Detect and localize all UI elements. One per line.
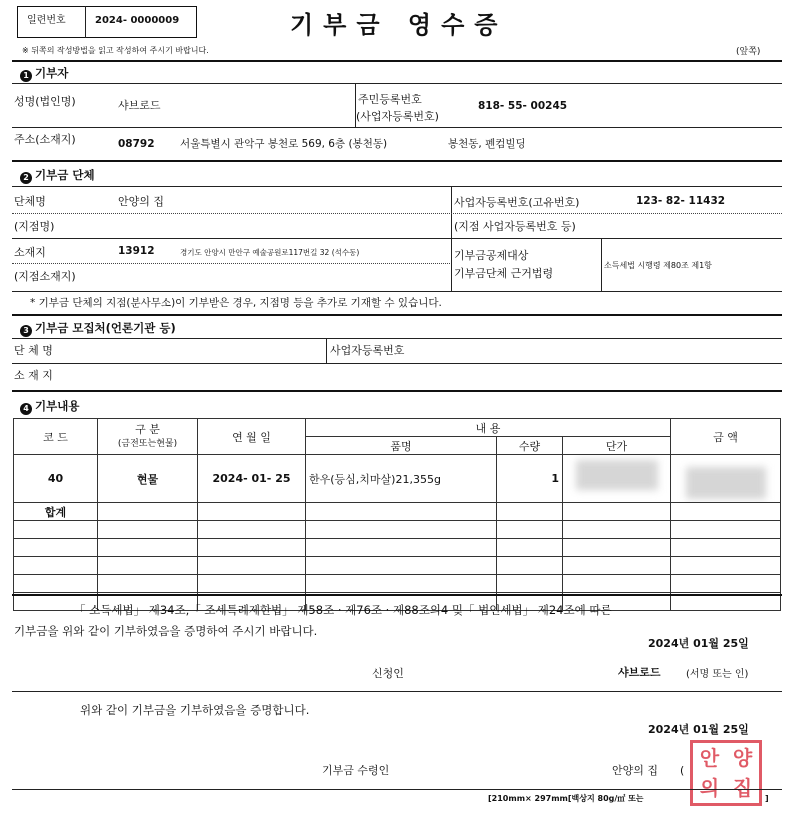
rule — [12, 160, 782, 162]
recipient-label: 기부금 수령인 — [322, 764, 390, 777]
cell-item: 한우(등심,치마살)21,355g — [306, 455, 497, 503]
donor-id-value: 818- 55- 00245 — [478, 100, 568, 112]
divider — [326, 339, 327, 363]
org-bizno-value: 123- 82- 11432 — [636, 195, 726, 207]
raiser-section-title — [20, 320, 176, 337]
col-date-header: 연 월 일 — [198, 419, 306, 455]
content-section-title — [20, 398, 79, 415]
org-basis-label-sub: 기부금단체 근거법령 — [454, 267, 554, 280]
redaction-blur — [576, 460, 658, 490]
rule — [12, 127, 782, 128]
instruction-note: ※ 뒤쪽의 작성방법을 읽고 작성하여 주시기 바랍니다. — [22, 46, 209, 55]
rule — [12, 291, 782, 292]
serial-label: 일련번호 — [27, 15, 66, 26]
org-branch-location-label: (지점소재지) — [14, 270, 76, 283]
raiser-name-label: 단 체 명 — [14, 344, 53, 357]
law-text: 「 소득세법」 제34조,「 조세특례제한법」 제58조 · 제76조 · 제88조의4 및「 법인세법」 제24조에 따른 — [74, 603, 612, 617]
cell-amount-redacted — [671, 455, 781, 503]
confirm-text: 위와 같이 기부금을 기부하였음을 증명합니다. — [80, 703, 310, 717]
donor-address-value: 서울특별시 관악구 봉천로 569, 6층 (봉천동) — [180, 138, 388, 150]
section-number-icon: 3 — [20, 325, 32, 337]
table-row — [14, 575, 781, 593]
cell-total-label: 합계 — [14, 503, 98, 521]
applicant-label: 신청인 — [372, 667, 404, 680]
stamp-char: 집 — [732, 776, 753, 800]
section-number-icon: 2 — [20, 172, 32, 184]
donation-table — [13, 418, 781, 611]
rule — [12, 314, 782, 316]
org-bizno-label: 사업자등록번호(고유번호) — [454, 196, 580, 209]
dotted-rule — [12, 213, 782, 214]
applicant-sign-note: (서명 또는 인) — [686, 669, 749, 680]
rule — [12, 691, 782, 692]
org-basis-label: 기부금공제대상 — [454, 249, 529, 262]
paper-spec-note: [210mm× 297mm[백상지 80g/㎡ 또는 — [488, 794, 644, 803]
donor-name-value: 샤브로드 — [118, 99, 161, 112]
col-item-header: 품명 — [306, 437, 497, 455]
donor-name-label: 성명(법인명) — [14, 95, 76, 108]
cell-code: 40 — [14, 455, 98, 503]
serial-value: 2024- 0000009 — [95, 15, 180, 26]
rule — [12, 789, 782, 790]
cell-unit-price-redacted — [563, 455, 671, 503]
category-header-sub: (금전또는현물) — [117, 438, 178, 449]
donor-id-label-sub: (사업자등록번호) — [356, 110, 439, 123]
table-row — [14, 503, 781, 521]
donor-address-zip: 08792 — [118, 138, 155, 150]
recipient-sign-note: ( — [680, 764, 685, 777]
org-section-title — [20, 167, 95, 184]
org-location-label: 소재지 — [14, 246, 46, 259]
dotted-rule — [12, 263, 450, 264]
rule — [12, 238, 782, 239]
donor-id-label: 주민등록번호 — [358, 93, 422, 106]
donor-section-title — [20, 65, 68, 82]
category-header-label: 구 분 — [135, 422, 160, 436]
serial-divider — [85, 6, 86, 38]
paper-spec-note-end: ] — [765, 794, 769, 803]
col-code-header: 코 드 — [14, 419, 98, 455]
page-side: (앞쪽) — [736, 47, 761, 57]
col-unit-price-header: 단가 — [563, 437, 671, 455]
section-number-icon: 4 — [20, 403, 32, 415]
col-category-header — [98, 419, 198, 455]
table-row — [14, 557, 781, 575]
col-amount-header: 금 액 — [671, 419, 781, 455]
col-qty-header: 수량 — [497, 437, 563, 455]
confirm-date: 2024년 01월 25일 — [648, 723, 749, 736]
org-name-label: 단체명 — [14, 195, 46, 208]
cell-date: 2024- 01- 25 — [198, 455, 306, 503]
donor-address-extra: 봉천동, 펜컴빌딩 — [448, 138, 526, 150]
table-row — [14, 455, 781, 503]
applicant-name: 샤브로드 — [618, 666, 661, 679]
top-rule — [12, 60, 782, 62]
org-name-value: 안양의 집 — [118, 195, 165, 208]
redaction-blur — [686, 467, 766, 499]
divider — [451, 187, 452, 291]
rule — [12, 83, 782, 84]
rule — [12, 186, 782, 187]
cell-category: 현물 — [98, 455, 198, 503]
stamp-char: 안 — [699, 746, 720, 770]
donor-address-label: 주소(소재지) — [14, 133, 76, 146]
raiser-section-label: 기부금 모집처(언론기관 등) — [35, 321, 176, 335]
document-title: 기부금 영수증 — [290, 11, 508, 39]
request-date: 2024년 01월 25일 — [648, 637, 749, 650]
stamp-char: 양 — [732, 746, 753, 770]
table-row — [14, 539, 781, 557]
org-section-label: 기부금 단체 — [35, 168, 95, 182]
stamp-char: 의 — [699, 776, 720, 800]
org-location-zip: 13912 — [118, 245, 155, 257]
org-footnote: * 기부금 단체의 지점(분사무소)이 기부받은 경우, 지점명 등을 추가로 기재할 수 있습니다. — [30, 297, 442, 309]
divider — [601, 239, 602, 291]
rule — [12, 594, 782, 596]
cell-qty: 1 — [497, 455, 563, 503]
org-branch-label: (지점명) — [14, 220, 55, 233]
content-section-label: 기부내용 — [35, 399, 80, 413]
recipient-name: 안양의 집 — [612, 764, 659, 777]
table-row — [14, 521, 781, 539]
org-location-value: 경기도 안양시 만안구 예술공원로117번길 32 (석수동) — [180, 248, 360, 257]
raiser-bizno-label: 사업자등록번호 — [330, 344, 405, 357]
organization-seal-stamp — [690, 740, 762, 806]
rule — [12, 390, 782, 392]
org-branch-bizno-label: (지점 사업자등록번호 등) — [454, 220, 576, 233]
org-basis-value: 소득세법 시행령 제80조 제1항 — [604, 261, 712, 270]
raiser-location-label: 소 재 지 — [14, 369, 53, 382]
section-number-icon: 1 — [20, 70, 32, 82]
rule — [12, 338, 782, 339]
col-detail-header: 내 용 — [306, 419, 671, 437]
donor-section-label: 기부자 — [35, 66, 69, 80]
rule — [12, 363, 782, 364]
request-text: 기부금을 위와 같이 기부하였음을 증명하여 주시기 바랍니다. — [14, 624, 318, 638]
